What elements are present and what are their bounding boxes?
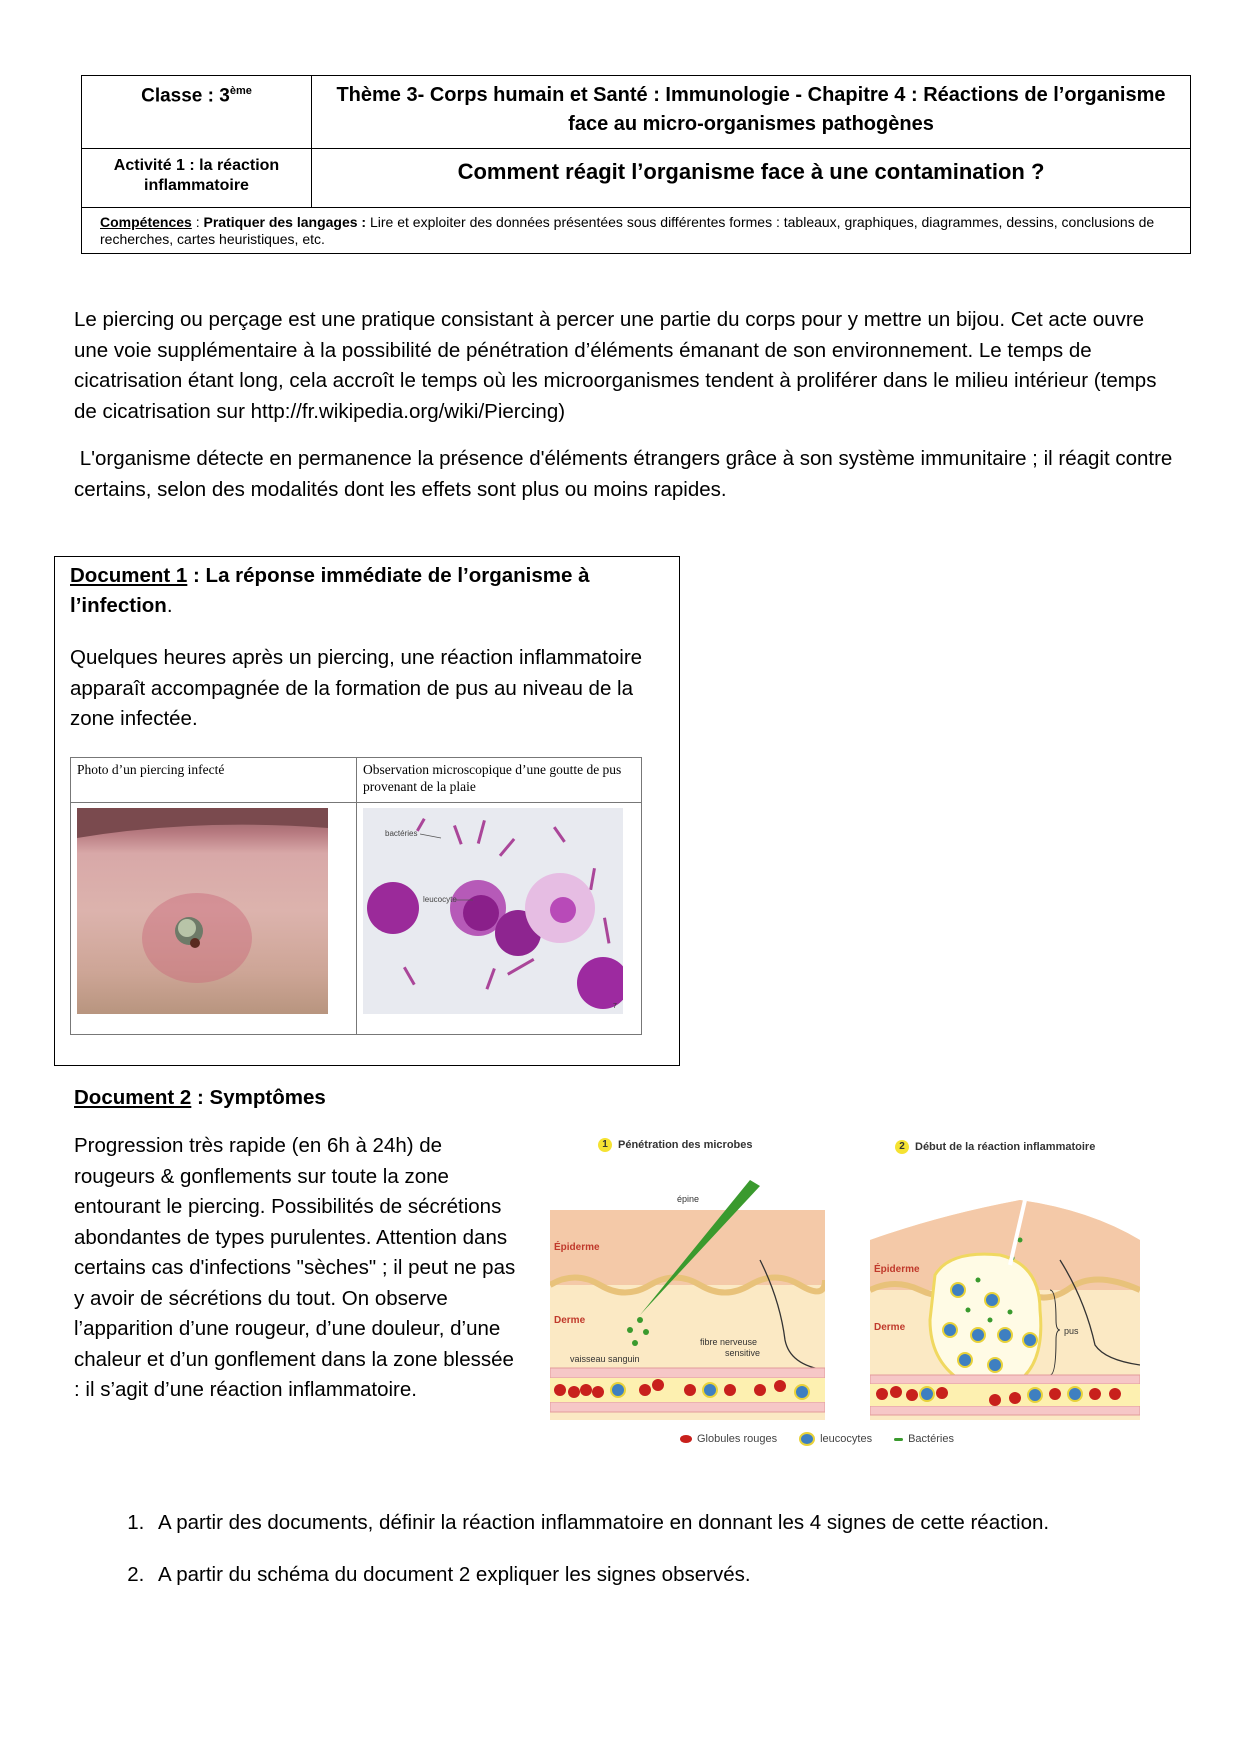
piercing-image-icon bbox=[77, 808, 328, 1014]
document-1-title bbox=[70, 561, 660, 621]
question-1: 1. A partir des documents, définir la réaction inflammatoire en donnant les 4 signes de cette réaction. bbox=[150, 1508, 1049, 1538]
document-1-text: Quelques heures après un piercing, une réaction inflammatoire apparaît accompagnée de la formation de pus au niveau de la zone infectée. bbox=[70, 646, 643, 730]
class-label: Classe : 3 bbox=[141, 85, 230, 107]
spine-label: épine bbox=[677, 1194, 700, 1204]
leukocyte-icon bbox=[799, 1432, 815, 1446]
legend-red-blood-cells bbox=[680, 1433, 777, 1445]
inflammation-diagram bbox=[540, 1130, 1160, 1470]
bacteria-label: bactéries bbox=[385, 829, 418, 838]
infected-piercing-photo bbox=[77, 808, 328, 1014]
epidermis-label: Épiderme bbox=[554, 1242, 600, 1253]
dermis-label: Derme bbox=[554, 1315, 586, 1326]
microscope-photo bbox=[363, 808, 623, 1014]
header-row-activity bbox=[82, 149, 1190, 208]
competences-label: Compétences bbox=[100, 214, 192, 230]
panel-2-number-badge: 2 bbox=[895, 1140, 909, 1154]
bacteria-icon bbox=[894, 1438, 903, 1441]
pus-microscopy-image-icon bbox=[363, 808, 623, 1014]
competences-text: Lire et exploiter des données présentées sous différentes formes : tableaux, graphiques, diagrammes, dessins, conclusions de recherches, cartes heuristiques, etc. bbox=[100, 214, 1155, 247]
intro-paragraph-1: Le piercing ou perçage est une pratique consistant à percer une partie du corps pour y mettre un bijou. Cet acte ouvre une voie supplémentaire à la possibilité de pénétration d’éléments émanant de son environnement. Le temps de cicatrisation étant long, cela accroît le temps où les microorganismes tendent à proliférer dans le milieu intérieur (temps de cicatrisation sur http://fr.wikipedia.org/wiki/Piercing) bbox=[74, 308, 1157, 423]
document-1-label: Document 1 bbox=[70, 564, 188, 587]
competences-separator: : bbox=[191, 214, 204, 230]
competences-row bbox=[82, 208, 1190, 253]
questions-list bbox=[110, 1508, 1049, 1612]
header-row-class-theme bbox=[82, 76, 1190, 149]
diagram-legend bbox=[680, 1432, 976, 1446]
leucocyte-label: leucocyte bbox=[423, 895, 457, 904]
document-2-label: Document 2 bbox=[74, 1086, 192, 1109]
document-1-title-end: . bbox=[166, 594, 173, 617]
document-2-text: Progression très rapide (en 6h à 24h) de rougeurs & gonflements sur toute la zone entourant le piercing. Possibilités de sécrétions abondantes de types purulentes. Attention dans certains cas d'infections "sèches" ; il peut ne pas y avoir de sécrétions du tout. On observe l’apparition d’une rougeur, d’une douleur, d’une chaleur et d’un gonflement dans la zone blessée : il s’agit d’une réaction inflammatoire. bbox=[74, 1134, 516, 1401]
competences-skill: Pratiquer des langages : bbox=[203, 214, 367, 230]
class-superscript: ème bbox=[229, 85, 252, 97]
inflammatory-reaction-schematic-icon bbox=[870, 1180, 1140, 1420]
photo-caption: Photo d’un piercing infecté bbox=[71, 758, 356, 803]
header-table bbox=[81, 75, 1191, 254]
microbe-penetration-schematic-icon bbox=[550, 1180, 825, 1420]
legend-label-red-blood-cells: Globules rouges bbox=[697, 1433, 778, 1445]
class-cell bbox=[82, 76, 312, 148]
legend-bacteria bbox=[894, 1433, 954, 1445]
legend-label-bacteria: Bactéries bbox=[908, 1433, 954, 1445]
question-2: 2. A partir du schéma du document 2 expliquer les signes observés. bbox=[150, 1560, 1049, 1590]
document-2-title bbox=[74, 1083, 326, 1113]
blood-vessel-label: vaisseau sanguin bbox=[570, 1354, 640, 1364]
activity-title: Activité 1 : la réaction inflammatoire bbox=[82, 149, 312, 207]
main-question: Comment réagit l’organisme face à une contamination ? bbox=[457, 159, 1045, 184]
document-1-title-text: : La réponse immédiate de l’organisme à l’infection bbox=[70, 564, 590, 617]
scale-label: 7 bbox=[613, 1003, 617, 1010]
panel-2-title: Début de la réaction inflammatoire bbox=[915, 1141, 1096, 1153]
panel-1-number-badge: 1 bbox=[598, 1138, 612, 1152]
intro-paragraph-2: L'organisme détecte en permanence la présence d'éléments étrangers grâce à son système immunitaire ; il réagit contre certains, selon des modalités dont les effets sont plus ou moins rapides. bbox=[74, 447, 1179, 501]
legend-label-leukocytes: leucocytes bbox=[820, 1433, 873, 1445]
panel-2-heading bbox=[895, 1140, 1095, 1154]
document-1-table bbox=[70, 757, 642, 1035]
document-2-title-text: : Symptômes bbox=[191, 1086, 326, 1109]
dermis-label-2: Derme bbox=[874, 1322, 906, 1333]
document-1-box bbox=[54, 556, 680, 1066]
nerve-fiber-label: fibre nerveuse bbox=[700, 1337, 758, 1347]
epidermis-label-2: Épiderme bbox=[874, 1264, 920, 1275]
panel-1-heading bbox=[598, 1138, 753, 1152]
nerve-fiber-label-2: sensitive bbox=[725, 1348, 761, 1358]
panel-1-title: Pénétration des microbes bbox=[618, 1139, 753, 1151]
pus-label: pus bbox=[1064, 1326, 1079, 1336]
microscope-caption: Observation microscopique d’une goutte de pus provenant de la plaie bbox=[357, 758, 641, 803]
red-blood-cell-icon bbox=[680, 1435, 692, 1443]
theme-title: Thème 3- Corps humain et Santé : Immunologie - Chapitre 4 : Réactions de l’organisme face au micro-organismes pathogènes bbox=[336, 84, 1166, 135]
legend-leukocytes bbox=[799, 1432, 872, 1446]
